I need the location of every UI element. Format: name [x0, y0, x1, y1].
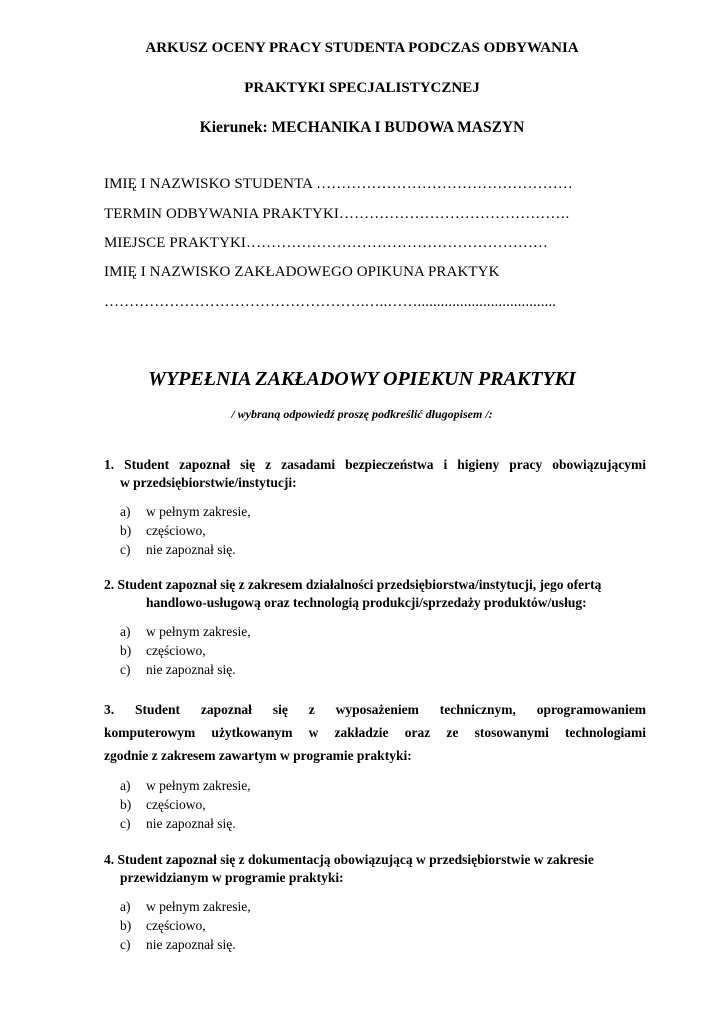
- question-4-line-2: przewidzianym w programie praktyki:: [120, 870, 344, 885]
- internship-term-field[interactable]: TERMIN ODBYWANIA PRAKTYKI……………………………………….: [104, 206, 570, 222]
- question-2-options: [120, 622, 251, 679]
- question-2-option-c[interactable]: c) nie zapoznał się.: [120, 662, 236, 677]
- question-3-option-a[interactable]: a) w pełnym zakresie,: [120, 778, 251, 793]
- question-4-option-c[interactable]: c) nie zapoznał się.: [120, 937, 236, 952]
- question-4-options: [120, 897, 251, 954]
- question-3-line-2: komputerowym użytkowanym w zakładzie oraz ze stosowanymi technologiami: [104, 725, 646, 740]
- question-3: [104, 698, 646, 767]
- internship-place-field[interactable]: MIEJSCE PRAKTYKI……………………………………………………: [104, 235, 549, 251]
- document-title-line-1: ARKUSZ OCENY PRACY STUDENTA PODCZAS ODBYWANIA: [145, 40, 579, 56]
- question-4: [104, 851, 646, 887]
- question-2-line-2: handlowo-usługową oraz technologią produkcji/sprzedaży produktów/usług:: [146, 595, 587, 610]
- student-name-field[interactable]: IMIĘ I NAZWISKO STUDENTA ……………………………………………: [104, 176, 573, 192]
- question-3-options: [120, 776, 251, 833]
- question-3-option-b[interactable]: b) częściowo,: [120, 797, 206, 812]
- question-1-line-2: w przedsiębiorstwie/instytucji:: [120, 475, 297, 490]
- question-4-option-a[interactable]: a) w pełnym zakresie,: [120, 899, 251, 914]
- document-title-line-2: PRAKTYKI SPECJALISTYCZNEJ: [244, 80, 480, 96]
- question-2-option-b[interactable]: b) częściowo,: [120, 643, 206, 658]
- supervisor-name-field[interactable]: …………………………………………….…..……....................................: [104, 294, 557, 310]
- question-1-line-1: 1. Student zapoznał się z zasadami bezpieczeństwa i higieny pracy obowiązującymi: [104, 457, 646, 472]
- question-1-options: [120, 502, 251, 559]
- supervisor-name-label: IMIĘ I NAZWISKO ZAKŁADOWEGO OPIKUNA PRAKTYK: [104, 264, 500, 280]
- field-of-study: Kierunek: MECHANIKA I BUDOWA MASZYN: [199, 119, 525, 136]
- question-1-option-b[interactable]: b) częściowo,: [120, 523, 206, 538]
- question-3-line-3: zgodnie z zakresem zawartym w programie praktyki:: [104, 748, 412, 763]
- question-3-option-c[interactable]: c) nie zapoznał się.: [120, 816, 236, 831]
- question-1: [104, 456, 646, 492]
- question-4-option-b[interactable]: b) częściowo,: [120, 918, 206, 933]
- question-1-option-a[interactable]: a) w pełnym zakresie,: [120, 504, 251, 519]
- section-title: WYPEŁNIA ZAKŁADOWY OPIEKUN PRAKTYKI: [148, 368, 576, 390]
- question-2: [104, 576, 646, 612]
- section-instruction: / wybraną odpowiedź proszę podkreślić długopisem /:: [231, 407, 493, 421]
- question-2-option-a[interactable]: a) w pełnym zakresie,: [120, 624, 251, 639]
- question-4-line-1: 4. Student zapoznał się z dokumentacją obowiązującą w przedsiębiorstwie w zakresie: [104, 852, 594, 867]
- question-1-option-c[interactable]: c) nie zapoznał się.: [120, 542, 236, 557]
- question-3-line-1: 3. Student zapoznał się z wyposażeniem technicznym, oprogramowaniem: [104, 702, 646, 717]
- question-2-line-1: 2. Student zapoznał się z zakresem działalności przedsiębiorstwa/instytucji, jego ofertą: [104, 577, 602, 592]
